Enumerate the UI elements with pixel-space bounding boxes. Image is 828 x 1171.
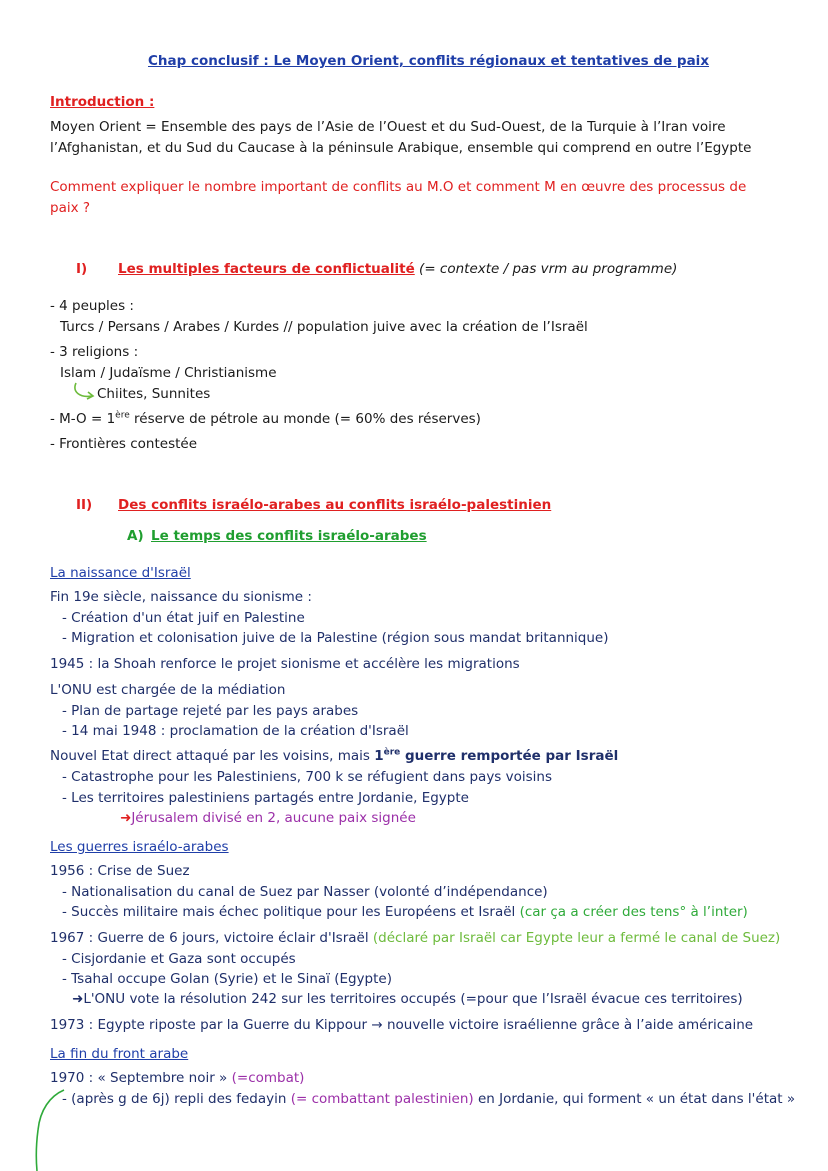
naissance-line4: 1945 : la Shoah renforce le projet sionisme et accélère les migrations xyxy=(50,656,520,672)
guerres-line2: - Nationalisation du canal de Suez par Nasser (volonté d’indépendance) xyxy=(62,884,548,900)
naissance-line6: - Plan de partage rejeté par les pays arabes xyxy=(62,703,359,719)
part1-note: (= contexte / pas vrm au programme) xyxy=(419,261,678,277)
guerres-line7-row xyxy=(72,990,743,1008)
petrole-text-a: - M-O = 1 xyxy=(50,411,116,427)
part1-heading: Les multiples facteurs de conflictualité xyxy=(118,261,415,277)
fin-line2 xyxy=(62,1090,795,1108)
religions-sub: Chiites, Sunnites xyxy=(97,386,211,402)
naissance-line8-a: Nouvel Etat direct attaqué par les voisins, mais xyxy=(50,748,375,764)
guerres-line8-a: 1973 : Egypte riposte par la Guerre du Kippour xyxy=(50,1017,372,1033)
guerres-line3-a: - Succès militaire mais échec politique pour les Européens et Israël xyxy=(62,904,520,920)
intro-heading: Introduction : xyxy=(50,94,155,110)
guerres-line3 xyxy=(62,903,748,921)
naissance-line3: - Migration et colonisation juive de la Palestine (région sous mandat britannique) xyxy=(62,630,609,646)
guerres-line8-b: nouvelle victoire israélienne grâce à l’aide américaine xyxy=(382,1017,754,1033)
part2-number: II) xyxy=(76,497,93,513)
subA-letter: A) xyxy=(127,528,144,544)
fin-line1 xyxy=(50,1069,304,1087)
subA-heading: Le temps des conflits israélo-arabes xyxy=(151,528,427,544)
petrole-line xyxy=(50,410,481,428)
religions-label: - 3 religions : xyxy=(50,344,139,360)
naissance-line2: - Création d'un état juif en Palestine xyxy=(62,610,305,626)
naissance-line10: - Les territoires palestiniens partagés entre Jordanie, Egypte xyxy=(62,790,469,806)
right-arrow-icon: ➜ xyxy=(120,810,132,826)
guerres-line3-b: (car ça a créer des tens° à l’inter) xyxy=(519,904,748,920)
petrole-text-b: réserve de pétrole au monde (= 60% des réserves) xyxy=(129,411,481,427)
peuples-list: Turcs / Persans / Arabes / Kurdes // population juive avec la création de l’Israël xyxy=(60,319,588,335)
guerres-line1: 1956 : Crise de Suez xyxy=(50,863,190,879)
fin-line1-a: 1970 : « Septembre noir » xyxy=(50,1070,232,1086)
intro-question-line1: Comment expliquer le nombre important de conflits au M.O et comment M en œuvre des processus de xyxy=(50,179,747,195)
naissance-line8-b: 1 xyxy=(374,748,384,764)
guerres-heading: Les guerres israélo-arabes xyxy=(50,839,229,855)
guerres-line4-a: 1967 : Guerre de 6 jours, victoire éclair d'Israël xyxy=(50,930,373,946)
naissance-line9: - Catastrophe pour les Palestiniens, 700 k se réfugient dans pays voisins xyxy=(62,769,553,785)
guerres-line4 xyxy=(50,929,780,947)
fin-line2-c: en Jordanie, qui forment « un état dans l'état » xyxy=(473,1091,796,1107)
naissance-line5: L'ONU est chargée de la médiation xyxy=(50,682,286,698)
naissance-line11-row xyxy=(120,809,416,827)
naissance-heading: La naissance d'Israël xyxy=(50,565,191,581)
guerres-line5: - Cisjordanie et Gaza sont occupés xyxy=(62,951,296,967)
intro-definition-line1: Moyen Orient = Ensemble des pays de l’Asie de l’Ouest et du Sud-Ouest, de la Turquie à l’Iran voire xyxy=(50,119,726,135)
fin-line1-b: (=combat) xyxy=(231,1070,305,1086)
peuples-label: - 4 peuples : xyxy=(50,298,134,314)
naissance-line8-c: guerre remportée par Israël xyxy=(400,748,619,764)
guerres-line6: - Tsahal occupe Golan (Syrie) et le Sinaï (Egypte) xyxy=(62,971,392,987)
part1-heading-line xyxy=(118,260,677,278)
guerres-line7: L'ONU vote la résolution 242 sur les territoires occupés (=pour que l’Israël évacue ces territoires) xyxy=(83,991,743,1007)
naissance-line11: Jérusalem divisé en 2, aucune paix signée xyxy=(131,810,416,826)
intro-question-line2: paix ? xyxy=(50,200,91,216)
fin-line2-a: - (après g de 6j) repli des fedayin xyxy=(62,1091,291,1107)
religions-list: Islam / Judaïsme / Christianisme xyxy=(60,365,277,381)
naissance-line1: Fin 19e siècle, naissance du sionisme : xyxy=(50,589,312,605)
naissance-line8 xyxy=(50,747,618,765)
naissance-line8-sup: ère xyxy=(383,747,401,758)
petrole-sup: ère xyxy=(115,410,130,421)
right-arrow-icon: → xyxy=(371,1017,383,1033)
intro-definition-line2: l’Afghanistan, et du Sud du Caucase à la péninsule Arabique, ensemble qui comprend en outre l’Egypte xyxy=(50,140,752,156)
fin-heading: La fin du front arabe xyxy=(50,1046,189,1062)
frontieres-line: - Frontières contestée xyxy=(50,436,198,452)
guerres-line8 xyxy=(50,1016,753,1034)
naissance-line7: - 14 mai 1948 : proclamation de la création d'Israël xyxy=(62,723,409,739)
fin-line2-b: (= combattant palestinien) xyxy=(290,1091,474,1107)
guerres-line4-b: (déclaré par Israël car Egypte leur a fermé le canal de Suez) xyxy=(372,930,781,946)
right-arrow-icon: ➜ xyxy=(72,991,84,1007)
part2-heading: Des conflits israélo-arabes au conflits israélo-palestinien xyxy=(118,497,552,513)
part1-number: I) xyxy=(76,261,88,277)
page-title: Chap conclusif : Le Moyen Orient, conflits régionaux et tentatives de paix xyxy=(148,53,710,69)
